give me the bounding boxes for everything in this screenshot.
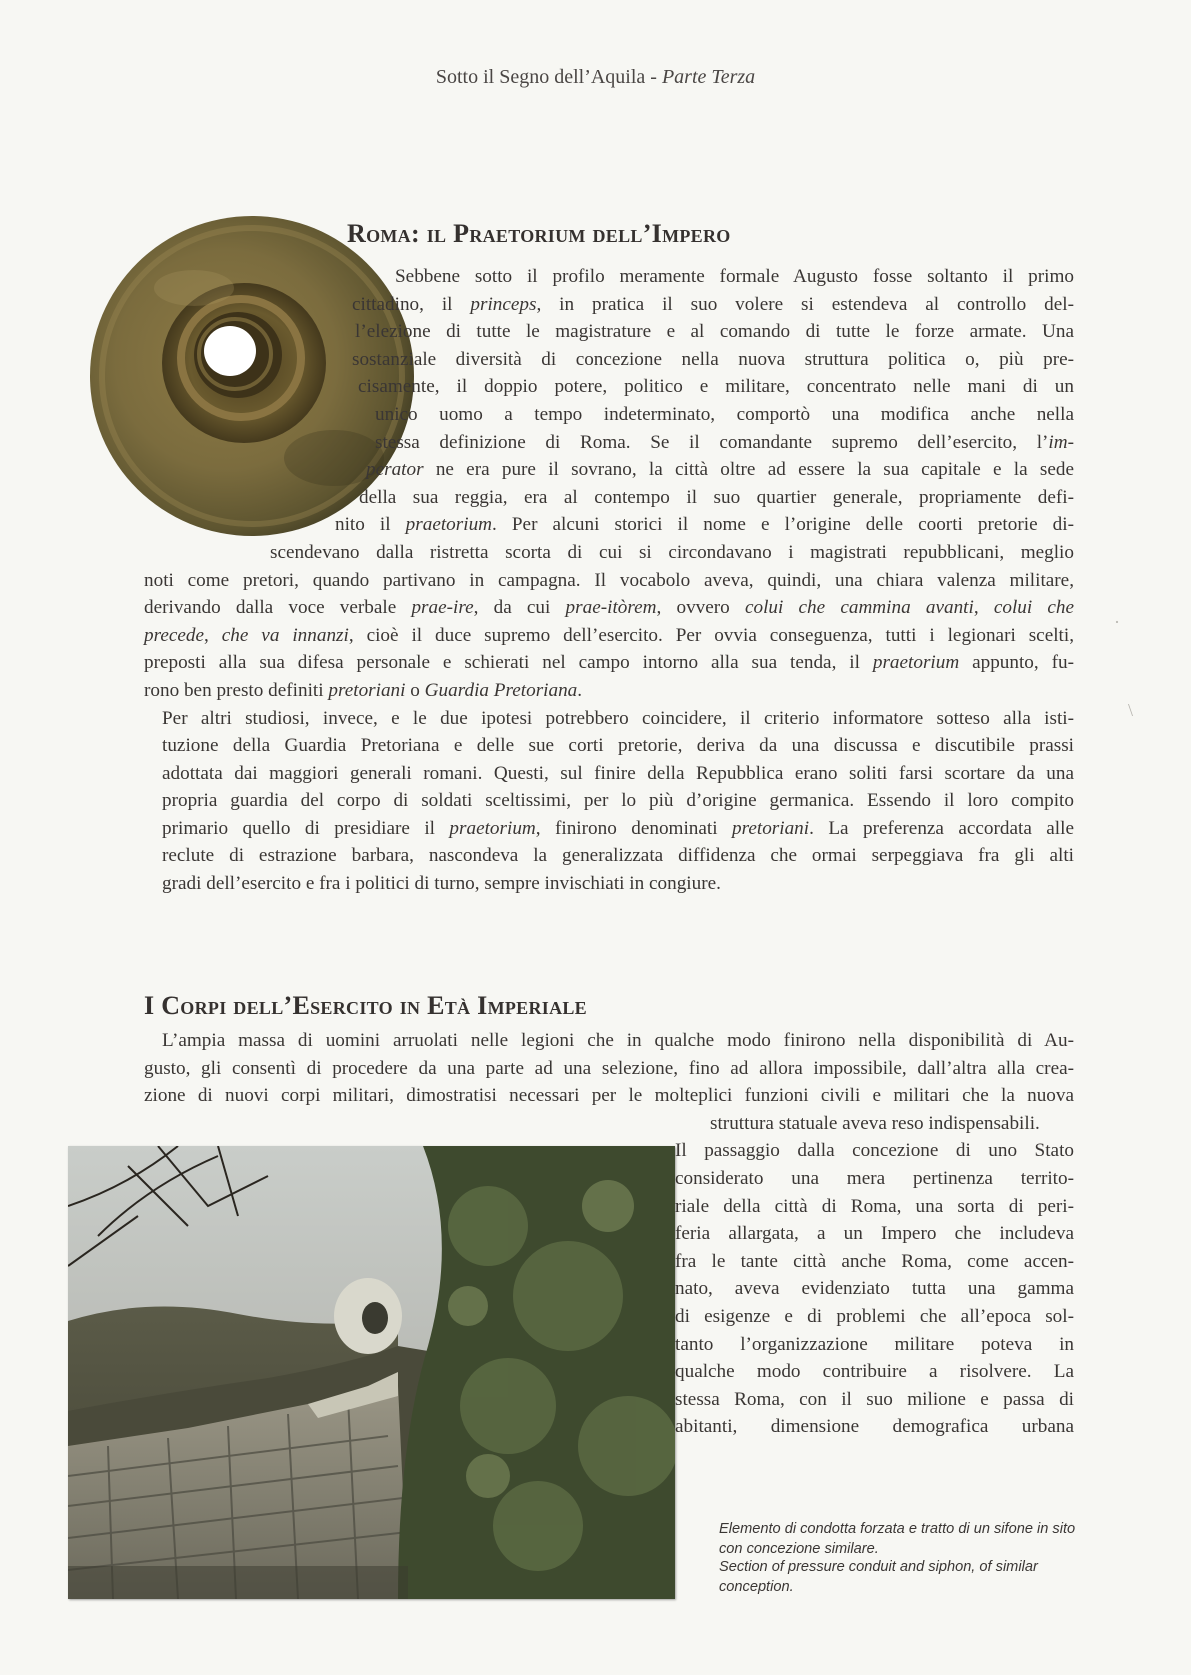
text-line: abitanti, dimensione demografica urbana <box>675 1416 1074 1438</box>
page-mark: \ <box>1128 700 1134 720</box>
text-line: sostanziale diversità di concezione nella nuova struttura politica o, più pre- <box>352 348 1074 370</box>
text-line: preposti alla sua difesa personale e schierati nel campo intorno alla sua tenda, il praetorium appunto, fu- <box>144 652 1074 674</box>
text-line: stessa Roma, con il suo milione e passa di <box>675 1388 1074 1410</box>
text-line: della sua reggia, era al contempo il suo quartier generale, propriamente defi- <box>359 486 1074 508</box>
text-line: gradi dell’esercito e fra i politici di turno, sempre invischiati in congiure. <box>162 873 721 895</box>
text-line: gusto, gli consentì di procedere da una parte ad una selezione, fino ad allora impossibile, dall’altra alla crea- <box>144 1057 1074 1079</box>
paragraph <box>144 263 1074 705</box>
running-header <box>0 66 1191 89</box>
section-heading-praetorium: Roma: il Praetorium dell’Impero <box>347 218 731 248</box>
text-line: tanto l’organizzazione militare poteva in <box>675 1333 1074 1355</box>
text-line: reclute di estrazione barbara, nascondeva la generalizzata diffidenza che ormai serpeggiava fra gli alti <box>162 845 1074 867</box>
text-line: stessa definizione di Roma. Se il comandante supremo dell’esercito, l’im- <box>375 431 1074 453</box>
text-line: cisamente, il doppio potere, politico e militare, concentrato nelle mani di un <box>358 376 1074 398</box>
paragraph <box>144 705 1074 898</box>
text-line: cittadino, il princeps, in pratica il suo volere si estendeva al controllo del- <box>352 293 1074 315</box>
text-line: Per altri studiosi, invece, e le due ipotesi potrebbero coincidere, il criterio informatore sotteso alla isti- <box>162 707 1074 729</box>
section-heading-army-corps: I Corpi dell’Esercito in Età Imperiale <box>144 990 587 1020</box>
text-line: primario quello di presidiare il praetorium, finirono denominati pretoriani. La preferenza accordata alle <box>162 817 1074 839</box>
header-separator: - <box>650 66 657 88</box>
text-line: unico uomo a tempo indeterminato, comportò una modifica anche nella <box>375 403 1074 425</box>
text-line: Il passaggio dalla concezione di uno Stato <box>675 1140 1074 1162</box>
text-line: scendevano dalla ristretta scorta di cui si circondavano i magistrati repubblicani, meglio <box>270 541 1074 563</box>
text-line: rono ben presto definiti pretoriani o Guardia Pretoriana. <box>144 679 583 701</box>
book-title: Sotto il Segno dell’Aquila <box>435 66 646 88</box>
text-line: nito il praetorium. Per alcuni storici il nome e l’origine delle coorti pretorie di- <box>335 514 1074 536</box>
text-line: di esigenze e di problemi che all’epoca sol- <box>675 1305 1074 1327</box>
text-line: derivando dalla voce verbale prae-ire, da cui prae-itòrem, ovvero colui che cammina avanti, colui che <box>144 597 1075 619</box>
photo-caption-italian: Elemento di condotta forzata e tratto di un sifone in sito con concezione similare. <box>719 1521 1076 1557</box>
text-line: qualche modo contribuire a risolvere. La <box>675 1361 1074 1383</box>
text-line: precede, che va innanzi, cioè il duce supremo dell’esercito. Per ovvia conseguenza, tutti i legionari scelti, <box>144 624 1075 646</box>
photo-caption-english: Section of pressure conduit and siphon, of similar conception. <box>719 1559 1038 1595</box>
page-mark: · <box>1114 612 1120 632</box>
stone-wall-siphon-photo <box>68 1146 675 1599</box>
text-line: perator ne era pure il sovrano, la città oltre ad essere la sua capitale e la sede <box>366 459 1074 481</box>
text-line: propria guardia del corpo di soldati sceltissimi, per lo più d’origine germanica. Essendo il loro compito <box>162 790 1074 812</box>
text-line: riale della città di Roma, una sorta di peri- <box>675 1195 1074 1217</box>
text-line: nato, aveva evidenziato tutta una gamma <box>675 1278 1074 1300</box>
text-line: noti come pretori, quando partivano in campagna. Il vocabolo aveva, quindi, una chiara valenza militare, <box>144 569 1074 591</box>
text-line: feria allargata, a un Impero che includeva <box>675 1223 1074 1245</box>
text-line: Sebbene sotto il profilo meramente formale Augusto fosse soltanto il primo <box>395 266 1074 287</box>
part-label: Parte Terza <box>661 66 756 88</box>
text-line: fra le tante città anche Roma, come accen- <box>675 1250 1074 1272</box>
section-body-praetorium <box>144 263 1074 898</box>
text-line: adottata dai maggiori generali romani. Questi, sul finire della Repubblica erano soliti farsi scortare da una <box>162 762 1074 784</box>
text-line: zione di nuovi corpi militari, dimostratisi necessari per le molteplici funzioni civili e militari che la nuova <box>144 1085 1074 1107</box>
text-line: l’elezione di tutte le magistrature e al comando di tutte le forze armate. Una <box>355 321 1074 343</box>
text-line: L’ampia massa di uomini arruolati nelle legioni che in qualche modo finirono nella disponibilità di Au- <box>162 1030 1074 1051</box>
text-line: struttura statuale aveva reso indispensabili. <box>710 1112 1040 1134</box>
text-line: considerato una mera pertinenza territo- <box>675 1167 1074 1189</box>
text-line: tuzione della Guardia Pretoriana e delle sue corti pretorie, deriva da una discussa e discutibile prassi <box>162 735 1074 757</box>
